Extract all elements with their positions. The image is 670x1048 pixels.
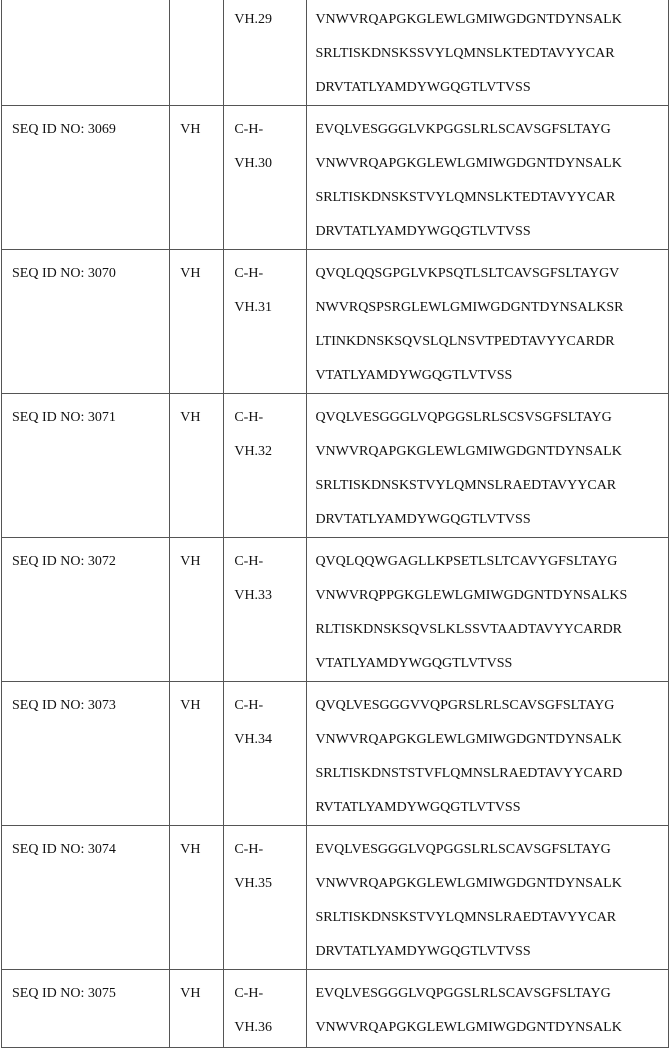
sequence-line: VNWVRQAPGKGLEWLGMIWGDGNTDYNSALK — [315, 723, 668, 757]
seq-id-cell — [2, 250, 170, 394]
sequence-cell — [307, 394, 669, 538]
sequence-line: VNWVRQAPGKGLEWLGMIWGDGNTDYNSALK — [315, 435, 668, 469]
chain-type: VH — [180, 977, 223, 1011]
sequence-line: SRLTISKDNSTSTVFLQMNSLRAEDTAVYYCARD — [315, 757, 668, 791]
sequence-line: DRVTATLYAMDYWGQGTLVTVSS — [315, 215, 668, 249]
name-cell — [224, 394, 307, 538]
table-row — [2, 538, 669, 682]
seq-id-cell — [2, 106, 170, 250]
sequence-line: QVQLVESGGGLVQPGGSLRLSCSVSGFSLTAYG — [315, 401, 668, 435]
chain-type-cell — [170, 970, 224, 1048]
sequence-line: DRVTATLYAMDYWGQGTLVTVSS — [315, 503, 668, 537]
sequence-line: VNWVRQAPGKGLEWLGMIWGDGNTDYNSALK — [315, 867, 668, 901]
sequence-line: VNWVRQAPGKGLEWLGMIWGDGNTDYNSALK — [315, 1011, 668, 1045]
name-line: VH.32 — [234, 435, 306, 469]
sequence-line: VTATLYAMDYWGQGTLVTVSS — [315, 359, 668, 393]
sequence-table — [1, 0, 669, 1048]
seq-id: SEQ ID NO: 3071 — [12, 401, 169, 435]
name-line: VH.31 — [234, 291, 306, 325]
sequence-line: SRLTISKDNSKSSVYLQMNSLKTEDTAVYYCAR — [315, 37, 668, 71]
chain-type-cell — [170, 106, 224, 250]
table-row — [2, 682, 669, 826]
name-line: VH.30 — [234, 147, 306, 181]
name-line: VH.36 — [234, 1011, 306, 1045]
sequence-cell — [307, 826, 669, 970]
sequence-line: RLTISKDNSKSQVSLKLSSVTAADTAVYYCARDR — [315, 613, 668, 647]
sequence-cell — [307, 0, 669, 106]
name-cell — [224, 250, 307, 394]
sequence-line: SRLTISKDNSKSTVYLQMNSLRAEDTAVYYCAR — [315, 901, 668, 935]
name-line: C-H- — [234, 545, 306, 579]
name-line: C-H- — [234, 113, 306, 147]
chain-type: VH — [180, 689, 223, 723]
seq-id-cell — [2, 682, 170, 826]
name-line: C-H- — [234, 401, 306, 435]
seq-id: SEQ ID NO: 3072 — [12, 545, 169, 579]
chain-type: VH — [180, 545, 223, 579]
sequence-line: QVQLQQSGPGLVKPSQTLSLTCAVSGFSLTAYGV — [315, 257, 668, 291]
sequence-cell — [307, 250, 669, 394]
sequence-line: QVQLVESGGGVVQPGRSLRLSCAVSGFSLTAYG — [315, 689, 668, 723]
chain-type: VH — [180, 833, 223, 867]
sequence-line: DRVTATLYAMDYWGQGTLVTVSS — [315, 935, 668, 969]
sequence-line: NWVRQSPSRGLEWLGMIWGDGNTDYNSALKSR — [315, 291, 668, 325]
name-line: C-H- — [234, 833, 306, 867]
chain-type-cell — [170, 538, 224, 682]
seq-id: SEQ ID NO: 3075 — [12, 977, 169, 1011]
name-line: VH.33 — [234, 579, 306, 613]
sequence-line: VTATLYAMDYWGQGTLVTVSS — [315, 647, 668, 681]
chain-type: VH — [180, 257, 223, 291]
sequence-line: VNWVRQPPGKGLEWLGMIWGDGNTDYNSALKS — [315, 579, 668, 613]
chain-type-cell — [170, 394, 224, 538]
table-row — [2, 106, 669, 250]
table-body — [2, 0, 669, 1048]
seq-id-cell — [2, 538, 170, 682]
sequence-line: DRVTATLYAMDYWGQGTLVTVSS — [315, 71, 668, 105]
sequence-line: SRLTISKDNSKSTVYLQMNSLKTEDTAVYYCAR — [315, 181, 668, 215]
seq-id: SEQ ID NO: 3074 — [12, 833, 169, 867]
sequence-line: VNWVRQAPGKGLEWLGMIWGDGNTDYNSALK — [315, 3, 668, 37]
name-line: VH.34 — [234, 723, 306, 757]
name-line: C-H- — [234, 977, 306, 1011]
sequence-line: VNWVRQAPGKGLEWLGMIWGDGNTDYNSALK — [315, 147, 668, 181]
name-line: VH.29 — [234, 3, 306, 37]
name-cell — [224, 106, 307, 250]
sequence-line: LTINKDNSKSQVSLQLNSVTPEDTAVYYCARDR — [315, 325, 668, 359]
table-row — [2, 0, 669, 106]
name-cell — [224, 682, 307, 826]
sequence-line: QVQLQQWGAGLLKPSETLSLTCAVYGFSLTAYG — [315, 545, 668, 579]
sequence-line: RVTATLYAMDYWGQGTLVTVSS — [315, 791, 668, 825]
table-row — [2, 250, 669, 394]
seq-id-cell — [2, 394, 170, 538]
chain-type: VH — [180, 401, 223, 435]
name-line: VH.35 — [234, 867, 306, 901]
sequence-cell — [307, 970, 669, 1048]
sequence-cell — [307, 682, 669, 826]
name-cell — [224, 538, 307, 682]
chain-type-cell — [170, 0, 224, 106]
name-cell — [224, 826, 307, 970]
seq-id: SEQ ID NO: 3069 — [12, 113, 169, 147]
seq-id: SEQ ID NO: 3070 — [12, 257, 169, 291]
sequence-cell — [307, 538, 669, 682]
sequence-line: EVQLVESGGGLVQPGGSLRLSCAVSGFSLTAYG — [315, 977, 668, 1011]
seq-id: SEQ ID NO: 3073 — [12, 689, 169, 723]
name-cell — [224, 0, 307, 106]
name-line: C-H- — [234, 257, 306, 291]
chain-type-cell — [170, 826, 224, 970]
table-row — [2, 394, 669, 538]
table-row — [2, 826, 669, 970]
seq-id-cell — [2, 826, 170, 970]
sequence-line: EVQLVESGGGLVKPGGSLRLSCAVSGFSLTAYG — [315, 113, 668, 147]
sequence-line: SRLTISKDNSKSTVYLQMNSLRAEDTAVYYCAR — [315, 469, 668, 503]
seq-id-cell — [2, 0, 170, 106]
chain-type-cell — [170, 682, 224, 826]
chain-type-cell — [170, 250, 224, 394]
seq-id-cell — [2, 970, 170, 1048]
sequence-line: EVQLVESGGGLVQPGGSLRLSCAVSGFSLTAYG — [315, 833, 668, 867]
table-row — [2, 970, 669, 1048]
name-cell — [224, 970, 307, 1048]
chain-type: VH — [180, 113, 223, 147]
name-line: C-H- — [234, 689, 306, 723]
sequence-cell — [307, 106, 669, 250]
